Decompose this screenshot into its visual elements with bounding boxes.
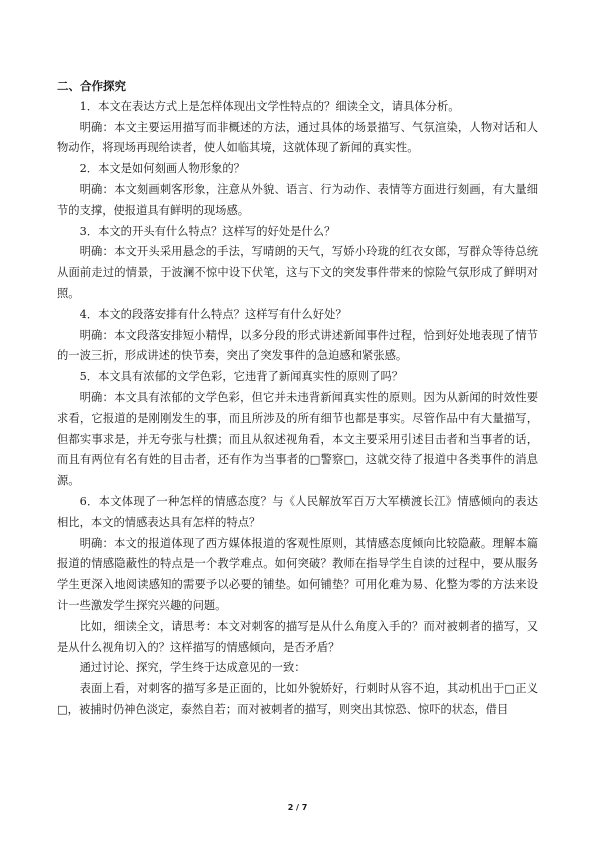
body-paragraph: 表面上看，对刺客的描写多是正面的，比如外貌娇好，行刺时从容不迫，其动机出于□正义□，被捕时仍神色淡定，泰然自若；而对被刺者的描写，则突出其惊恐、惊吓的状态，借目 bbox=[57, 682, 538, 716]
answer-paragraph: 明确：本文开头采用悬念的手法，写晴朗的天气，写娇小玲珑的红衣女郎，写群众等待总统从面前走过的情景，于波澜不惊中设下伏笔，这与下文的突发事件带来的惊险气氛形成了鲜明对照。 bbox=[57, 245, 538, 300]
question-paragraph: 1．本文在表达方式上是怎样体现出文学性特点的？细读全文，请具体分析。 bbox=[79, 99, 460, 113]
answer-paragraph: 明确：本文段落安排短小精悍，以多分段的形式讲述新闻事件过程，恰到好处地表现了情节的一波三折，形成讲述的快节奏，突出了突发事件的急迫感和紧张感。 bbox=[57, 328, 538, 363]
question-paragraph: 5．本文具有浓郁的文学色彩，它违背了新闻真实性的原则了吗？ bbox=[79, 370, 404, 384]
answer-paragraph: 明确：本文主要运用描写而非概述的方法，通过具体的场景描写、气氛渲染，人物对话和人物动作，将现场再现给读者，使人如临其境，这就体现了新闻的真实性。 bbox=[57, 120, 538, 155]
answer-paragraph: 明确：本文的报道体现了西方媒体报道的客观性原则，其情感态度倾向比较隐蔽。理解本篇报道的情感隐蔽性的特点是一个教学难点。如何突破？教师在指导学生自读的过程中，要从服务学生更深入地阅读感知的需要予以必要的铺垫。如何铺垫？可用化难为易、化整为零的方法来设计一些激发学生探究兴趣的问题。 bbox=[57, 536, 538, 612]
question-paragraph: 4．本文的段落安排有什么特点？这样写有什么好处？ bbox=[79, 307, 347, 321]
question-paragraph: 3．本文的开头有什么特点？这样写的好处是什么？ bbox=[79, 224, 336, 238]
answer-paragraph: 明确：本文具有浓郁的文学色彩，但它并未违背新闻真实性的原则。因为从新闻的时效性要求看，它报道的是刚刚发生的事，而且所涉及的所有细节也都是事实。尽管作品中有大量描写，但都实事求是，并无夸张与杜撰；而且从叙述视角看，本文主要采用引述目击者和当事者的话，而且有两位有名有姓的目击者，还有作为当事者的□警察□，这就交待了报道中各类事件的消息源。 bbox=[57, 390, 538, 488]
page-number: 2 / 7 bbox=[287, 803, 308, 812]
page-content bbox=[57, 76, 538, 721]
answer-paragraph: 明确：本文刻画刺客形象，注意从外貌、语言、行为动作、表情等方面进行刻画，有大量细节的支撑，使报道具有鲜明的现场感。 bbox=[57, 182, 538, 217]
body-paragraph: 通过讨论、探究，学生终于达成意见的一致： bbox=[79, 661, 306, 675]
question-paragraph: 2．本文是如何刻画人物形象的？ bbox=[79, 162, 245, 176]
body-paragraph: 比如，细读全文，请思考：本文对刺客的描写是从什么角度入手的？而对被刺者的描写，又是从什么视角切入的？这样描写的情感倾向，是否矛盾？ bbox=[57, 619, 538, 654]
section-heading: 二、合作探究 bbox=[57, 79, 126, 93]
question-paragraph: 6．本文体现了一种怎样的情感态度？与《人民解放军百万大军横渡长江》情感倾向的表达相比，本文的情感表达具有怎样的特点？ bbox=[57, 494, 538, 529]
